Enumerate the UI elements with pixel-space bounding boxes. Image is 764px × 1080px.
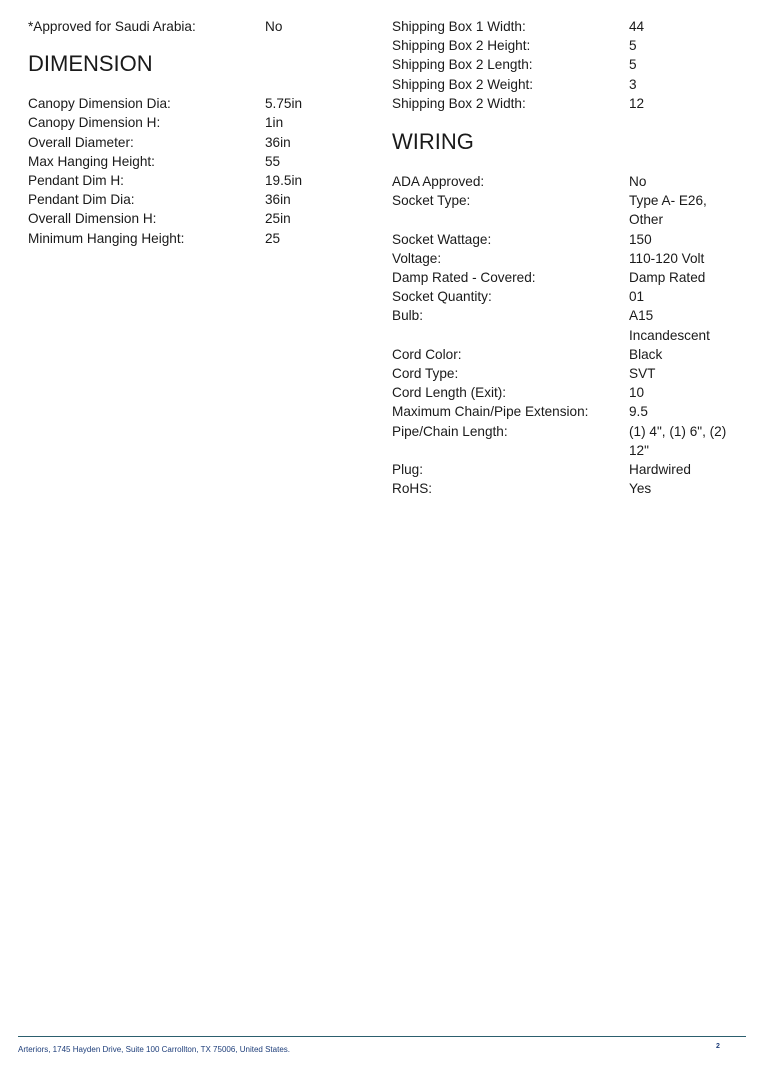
spec-label: Canopy Dimension H: [28, 115, 161, 131]
spec-value: 5 [629, 57, 637, 73]
shipping-list [392, 17, 742, 113]
spec-label: Overall Diameter: [28, 134, 134, 150]
spec-row [28, 229, 358, 248]
spec-label: Cord Type: [392, 366, 459, 382]
spec-row [392, 287, 742, 306]
spec-value: 12 [629, 95, 645, 111]
spec-label: Plug: [392, 462, 423, 478]
spec-value: Yes [629, 481, 652, 497]
spec-label: RoHS: [392, 481, 433, 497]
spec-row [392, 306, 742, 344]
page-number: 2 [716, 1043, 720, 1050]
wiring-list [392, 172, 742, 498]
spec-label: Pendant Dim Dia: [28, 192, 135, 208]
spec-value: 3 [629, 76, 637, 92]
spec-value: 25in [265, 211, 291, 227]
spec-value: 55 [265, 153, 281, 169]
spec-value: Hardwired [629, 462, 691, 478]
spec-row [28, 94, 358, 113]
spec-value: (1) 4", (1) 6", (2) 12" [629, 423, 727, 458]
spec-value: 19.5in [265, 173, 303, 189]
spec-value: SVT [629, 366, 656, 382]
footer-divider [18, 1036, 746, 1037]
spec-row [392, 55, 742, 74]
spec-label: Cord Color: [392, 346, 462, 362]
spec-row [392, 402, 742, 421]
spec-label: *Approved for Saudi Arabia: [28, 19, 196, 34]
spec-row-saudi-approval [28, 17, 358, 36]
right-column [392, 17, 742, 498]
spec-row [28, 113, 358, 132]
spec-label: ADA Approved: [392, 174, 485, 190]
spec-value: 44 [629, 19, 645, 34]
left-column [28, 17, 358, 248]
spec-row [392, 75, 742, 94]
spec-row [392, 230, 742, 249]
spec-value: 150 [629, 231, 652, 247]
spec-label: Max Hanging Height: [28, 153, 155, 169]
spec-label: Canopy Dimension Dia: [28, 96, 171, 112]
wiring-section-title: WIRING [392, 129, 474, 155]
spec-row [28, 209, 358, 228]
spec-label: Minimum Hanging Height: [28, 230, 185, 246]
spec-label: Overall Dimension H: [28, 211, 157, 227]
spec-label: Shipping Box 2 Weight: [392, 76, 534, 92]
spec-row [28, 171, 358, 190]
spec-row [392, 364, 742, 383]
spec-row [392, 249, 742, 268]
dimension-section-title: DIMENSION [28, 51, 153, 77]
spec-value: Damp Rated [629, 270, 706, 286]
spec-value: 5.75in [265, 96, 303, 112]
spec-label: Pipe/Chain Length: [392, 423, 508, 439]
spec-row [28, 133, 358, 152]
spec-row [392, 191, 742, 229]
spec-row [392, 94, 742, 113]
spec-row [392, 383, 742, 402]
spec-row [392, 479, 742, 498]
spec-value: No [265, 19, 283, 34]
spec-row [392, 345, 742, 364]
spec-value: 36in [265, 134, 291, 150]
spec-label: Shipping Box 2 Length: [392, 57, 533, 73]
spec-value: Type A- E26, Other [629, 193, 707, 228]
spec-label: Cord Length (Exit): [392, 385, 507, 401]
spec-value: No [629, 174, 647, 190]
dimension-list [28, 94, 358, 248]
spec-row [392, 36, 742, 55]
spec-value: 110-120 Volt [629, 250, 705, 266]
spec-value: 25 [265, 230, 281, 246]
spec-row [392, 172, 742, 191]
spec-value: 10 [629, 385, 645, 401]
spec-value: Black [629, 346, 663, 362]
spec-label: Maximum Chain/Pipe Extension: [392, 404, 589, 420]
spec-row [392, 422, 742, 460]
spec-label: Socket Wattage: [392, 231, 492, 247]
spec-row [392, 17, 742, 36]
spec-label: Socket Quantity: [392, 289, 492, 305]
spec-label: Shipping Box 2 Width: [392, 95, 526, 111]
spec-label: Shipping Box 1 Width: [392, 19, 526, 34]
spec-label: Pendant Dim H: [28, 173, 124, 189]
spec-value: 1in [265, 115, 284, 131]
spec-value: 9.5 [629, 404, 648, 420]
spec-label: Shipping Box 2 Height: [392, 38, 531, 54]
spec-value: 36in [265, 192, 291, 208]
spec-label: Bulb: [392, 308, 423, 324]
spec-row [28, 190, 358, 209]
spec-label: Damp Rated - Covered: [392, 270, 536, 286]
spec-label: Socket Type: [392, 193, 471, 209]
spec-value: 5 [629, 38, 637, 54]
spec-value: 01 [629, 289, 645, 305]
spec-row [392, 268, 742, 287]
spec-row [392, 460, 742, 479]
footer-address: Arteriors, 1745 Hayden Drive, Suite 100 Carrollton, TX 75006, United States. [18, 1045, 290, 1054]
spec-value: A15 Incandescent [629, 308, 710, 343]
spec-label: Voltage: [392, 250, 442, 266]
spec-row [28, 152, 358, 171]
